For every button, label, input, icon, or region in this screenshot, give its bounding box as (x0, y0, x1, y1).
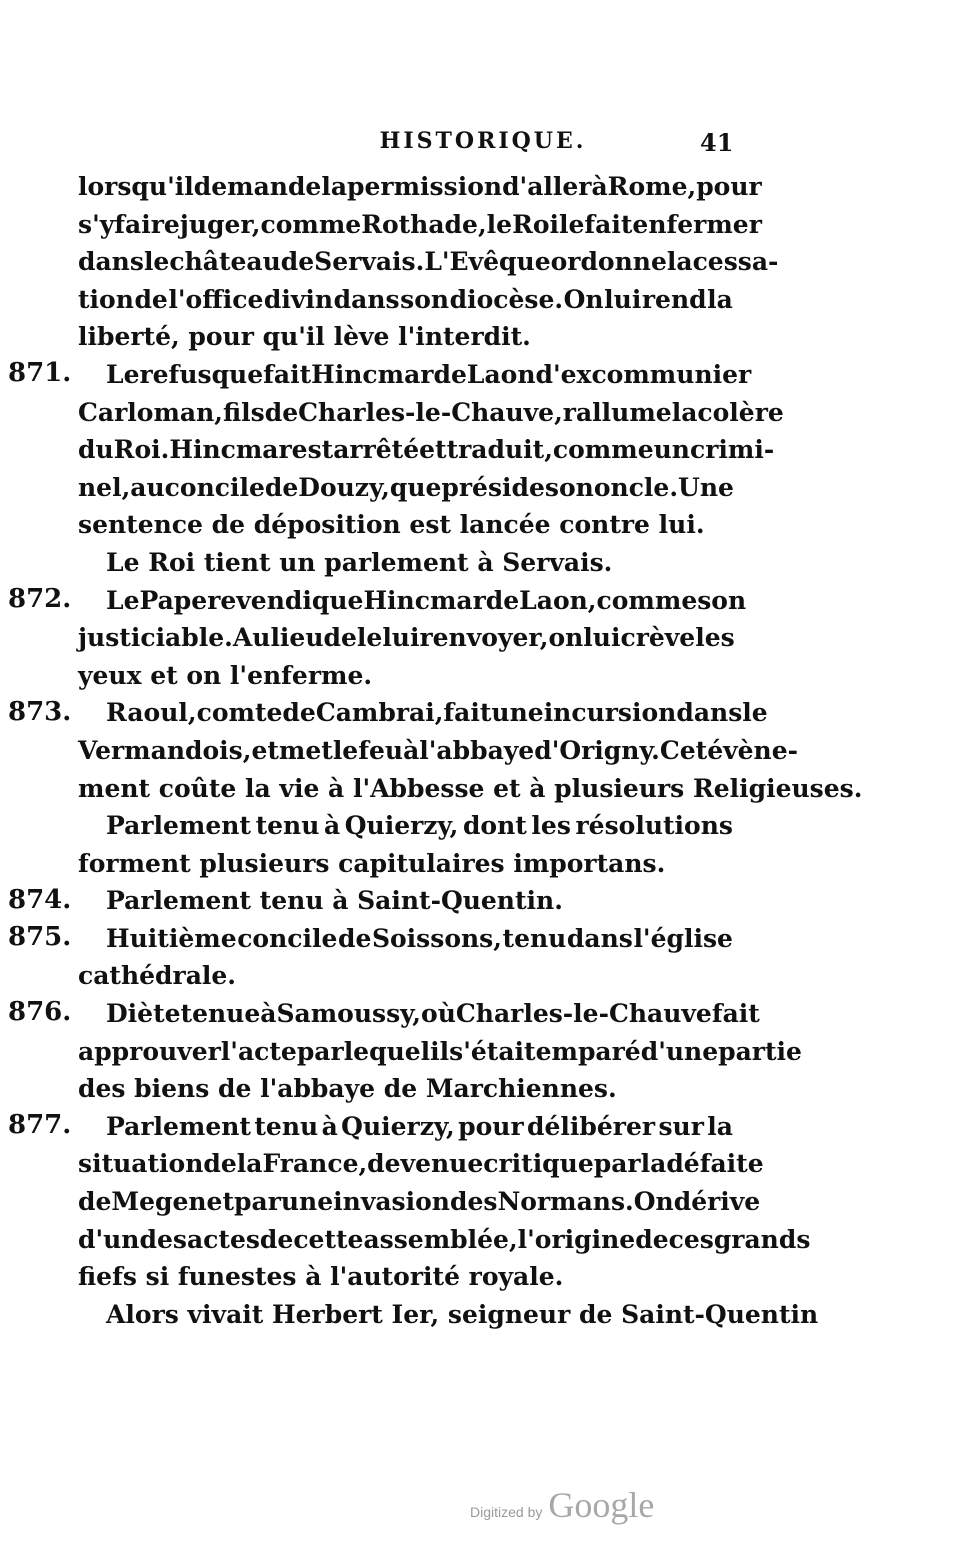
text-line: Raoul, comte de Cambrai, fait une incursion dans le (106, 698, 768, 728)
year-marker: 874. (8, 885, 72, 915)
text-line: d'un des actes de cette assemblée, l'origine de ces grands (78, 1224, 811, 1254)
watermark-prefix: Digitized by (470, 1504, 543, 1520)
running-title: HISTORIQUE. (379, 128, 587, 154)
year-marker: 873. (8, 697, 72, 727)
year-marker: 871. (8, 358, 72, 388)
text-line: Parlement tenu à Quierzy, pour délibérer sur la (106, 1111, 733, 1141)
text-line: du Roi. Hincmar est arrêté et traduit, comme un crimi- (78, 435, 775, 465)
text-line: des biens de l'abbaye de Marchiennes. (78, 1074, 617, 1104)
text-line: cathédrale. (78, 961, 237, 991)
year-marker: 876. (8, 997, 72, 1027)
text-line: lorsqu'il demande la permission d'aller à Rome, pour (78, 172, 762, 201)
text-line: Parlement tenu à Saint-Quentin. (106, 886, 563, 916)
text-line: fiefs si funestes à l'autorité royale. (78, 1262, 564, 1292)
google-logo: Google (548, 1485, 655, 1525)
text-line: sentence de déposition est lancée contre lui. (78, 510, 705, 540)
text-line: Le refus que fait Hincmar de Laon d'excommunier (106, 359, 752, 389)
text-line: justiciable. Au lieu de le lui renvoyer, on lui crève les (78, 623, 735, 653)
text-line: approuver l'acte par lequel il s'était emparé d'une partie (78, 1036, 802, 1066)
year-marker: 875. (8, 922, 72, 952)
text-line: nel, au concile de Douzy, que préside son oncle. Une (78, 472, 734, 502)
page-number: 41 (700, 128, 734, 157)
text-line: s'y faire juger, comme Rothade, le Roi le fait enfermer (78, 209, 762, 239)
text-line: Alors vivait Herbert Ier, seigneur de Saint-Quentin (106, 1299, 819, 1329)
text-line: situation de la France, devenue critique par la défaite (78, 1149, 764, 1179)
year-marker: 872. (8, 584, 72, 614)
body-text (78, 168, 863, 1333)
text-line: dans le château de Servais. L'Evêque ordonne la cessa- (78, 247, 779, 277)
text-line: liberté, pour qu'il lève l'interdit. (78, 322, 531, 352)
digitized-watermark (470, 1484, 654, 1526)
year-marker: 877. (8, 1110, 72, 1140)
text-line: forment plusieurs capitulaires importans. (78, 848, 666, 878)
text-line: yeux et on l'enferme. (78, 660, 373, 690)
text-line: Le Roi tient un parlement à Servais. (106, 547, 613, 577)
text-line: Le Pape revendique Hincmar de Laon, comme son (106, 585, 747, 615)
text-line: Parlement tenu à Quierzy, dont les résolutions (106, 811, 733, 841)
text-line: de Megen et par une invasion des Normans. On dérive (78, 1187, 761, 1217)
text-line: Huitième concile de Soissons, tenu dans l'église (106, 923, 733, 953)
text-line: Diète tenue à Samoussy, où Charles-le-Chauve fait (106, 999, 760, 1029)
text-line: ment coûte la vie à l'Abbesse et à plusieurs Religieuses. (78, 773, 863, 803)
text-line: Vermandois, et met le feu à l'abbaye d'Origny. Cet évène- (78, 735, 798, 765)
text-line: Carloman, fils de Charles-le-Chauve, rallume la colère (78, 397, 784, 427)
text-line: tion de l'office divin dans son diocèse. On lui rend la (78, 284, 733, 314)
